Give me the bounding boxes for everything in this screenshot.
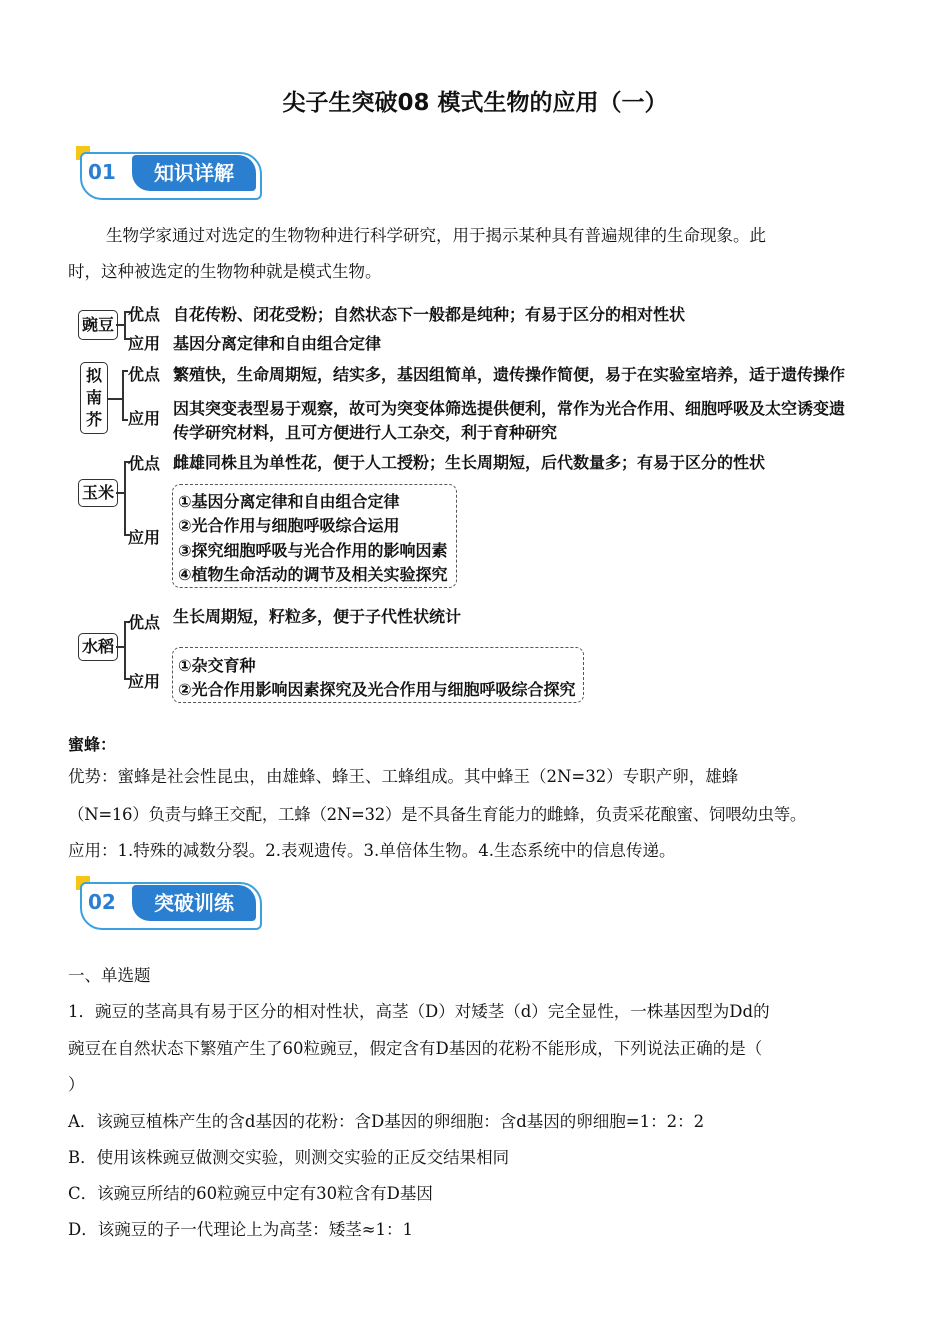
rice-adv-label: 优点	[128, 613, 161, 632]
q1-line-1: 1．豌豆的茎高具有易于区分的相对性状，高茎（D）对矮茎（d）完全显性，一株基因型为Dd的	[68, 1002, 770, 1021]
intro-line-1: 生物学家通过对选定的生物物种进行科学研究，用于揭示某种具有普遍规律的生命现象。此	[106, 226, 766, 245]
corn-app-1: ①基因分离定律和自由组合定律	[178, 492, 400, 511]
arabidopsis-adv-text: 繁殖快，生命周期短，结实多，基因组简单，遗传操作简便，易于在实验室培养，适于遗传操作	[173, 365, 846, 384]
section-badge-training	[76, 876, 266, 932]
page-title: 尖子生突破08 模式生物的应用（一）	[282, 90, 668, 116]
section-label: 知识详解	[132, 155, 256, 191]
corn-adv-text: 雌雄同株且为单性花，便于人工授粉；生长周期短，后代数量多；有易于区分的性状	[173, 453, 766, 472]
corn-box: 玉米	[78, 479, 118, 507]
rice-box: 水稻	[78, 633, 118, 661]
option-c: C．该豌豆所结的60粒豌豆中定有30粒含有D基因	[68, 1184, 433, 1203]
rice-app-2: ②光合作用影响因素探究及光合作用与细胞呼吸综合探究	[178, 680, 576, 699]
section-number: 02	[88, 890, 116, 914]
corn-app-label: 应用	[128, 528, 161, 547]
option-d: D．该豌豆的子一代理论上为高茎：矮茎≈1：1	[68, 1220, 414, 1239]
corn-app-2: ②光合作用与细胞呼吸综合运用	[178, 516, 400, 535]
connector	[116, 646, 124, 648]
bee-heading: 蜜蜂：	[68, 735, 117, 754]
pea-adv-label: 优点	[128, 305, 161, 324]
corn-adv-label: 优点	[128, 454, 161, 473]
pea-app-text: 基因分离定律和自由组合定律	[173, 334, 382, 353]
intro-line-2: 时，这种被选定的生物物种就是模式生物。	[68, 262, 382, 281]
option-a: A．该豌豆植株产生的含d基因的花粉：含D基因的卵细胞：含d基因的卵细胞=1：2：2	[68, 1112, 705, 1131]
connector	[124, 621, 126, 679]
pea-adv-text: 自花传粉、闭花受粉；自然状态下一般都是纯种；有易于区分的相对性状	[173, 305, 686, 324]
rice-app-1: ①杂交育种	[178, 656, 256, 675]
bee-line-3: 应用：1.特殊的减数分裂。2.表观遗传。3.单倍体生物。4.生态系统中的信息传递。	[68, 841, 676, 860]
section-number: 01	[88, 160, 116, 184]
option-b: B．使用该株豌豆做测交实验，则测交实验的正反交结果相同	[68, 1148, 510, 1167]
connector	[124, 461, 126, 535]
arabidopsis-name-1: 拟	[85, 366, 102, 385]
arabidopsis-app-text-2: 传学研究材料，且可方便进行人工杂交，利于育种研究	[173, 423, 558, 442]
rice-adv-text: 生长周期短，籽粒多，便于子代性状统计	[173, 607, 462, 626]
connector	[124, 311, 126, 339]
connector	[116, 492, 124, 494]
arabidopsis-name-2: 南	[85, 388, 102, 407]
connector	[122, 370, 124, 420]
bee-line-1: 优势：蜜蜂是社会性昆虫，由雄蜂、蜂王、工蜂组成。其中蜂王（2N=32）专职产卵，雄蜂	[68, 767, 739, 786]
pea-app-label: 应用	[128, 334, 161, 353]
connector	[108, 398, 122, 400]
pea-box: 豌豆	[78, 310, 118, 340]
q1-line-2: 豌豆在自然状态下繁殖产生了60粒豌豆，假定含有D基因的花粉不能形成，下列说法正确的是（	[68, 1039, 763, 1058]
arabidopsis-box	[80, 362, 108, 434]
corn-app-3: ③探究细胞呼吸与光合作用的影响因素	[178, 541, 448, 560]
arabidopsis-app-label: 应用	[128, 409, 161, 428]
arabidopsis-app-text-1: 因其突变表型易于观察，故可为突变体筛选提供便利，常作为光合作用、细胞呼吸及太空诱变遗	[173, 399, 846, 418]
bee-line-2: （N=16）负责与蜂王交配，工蜂（2N=32）是不具备生育能力的雌蜂，负责采花酿蜜、饲喂幼虫等。	[68, 805, 807, 824]
rice-app-label: 应用	[128, 672, 161, 691]
q1-line-3: ）	[68, 1075, 85, 1094]
corn-app-4: ④植物生命活动的调节及相关实验探究	[178, 565, 448, 584]
question-type: 一、单选题	[68, 966, 151, 985]
arabidopsis-adv-label: 优点	[128, 365, 161, 384]
arabidopsis-name-3: 芥	[85, 410, 102, 429]
section-label: 突破训练	[132, 885, 256, 921]
connector	[116, 324, 124, 326]
